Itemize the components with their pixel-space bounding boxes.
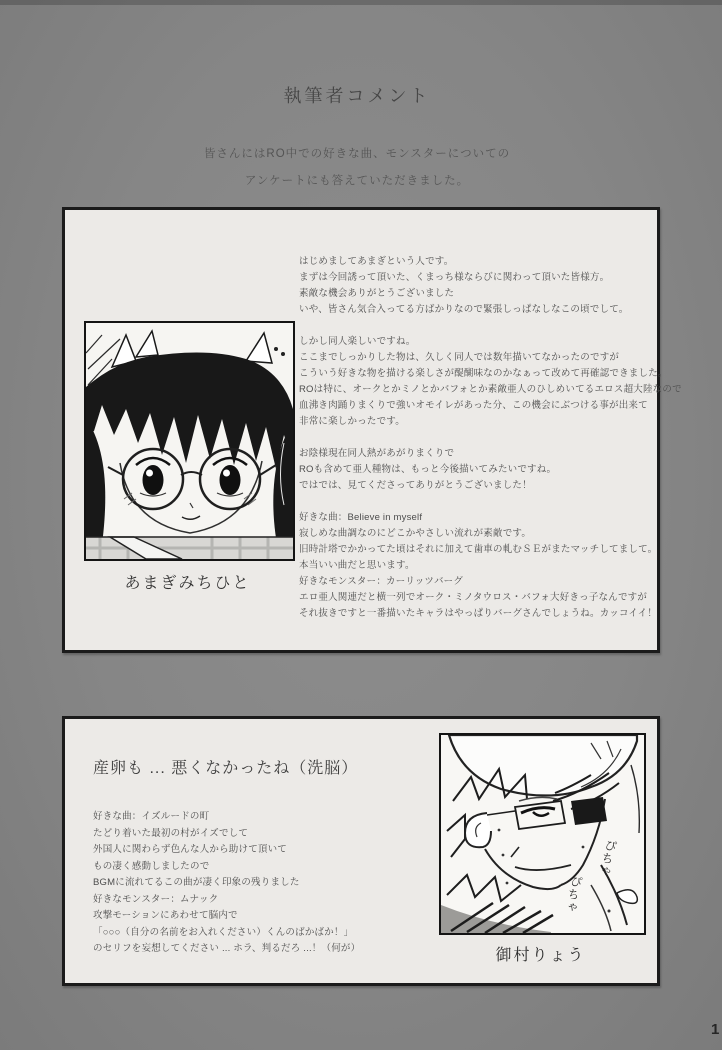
portrait-mimura bbox=[439, 733, 646, 964]
comment-line: もの凄く感動しましたので bbox=[93, 860, 210, 872]
sfx-picha-1: ぴちゃ bbox=[595, 837, 619, 880]
comment-line: 本当いい曲だと思います。 bbox=[299, 560, 415, 571]
comment-line: しかし同人楽しいですね。 bbox=[299, 336, 416, 347]
comment-line bbox=[299, 494, 671, 510]
portrait-amagi-illustration bbox=[86, 323, 293, 559]
portrait-amagi bbox=[84, 321, 295, 592]
comment-line: エロ亜人関連だと横一列でオーク・ミノタウロス・バフォ大好きっ子なんですが bbox=[299, 592, 648, 603]
comment-line: 「○○○（自分の名前をお入れください）くんのばかばか！」 bbox=[93, 926, 354, 938]
comment-line: ROも含めて亜人種物は、もっと今後描いてみたいですね。 bbox=[299, 464, 557, 475]
comment-box-amagi bbox=[62, 207, 682, 653]
comment-text-mimura bbox=[93, 809, 433, 958]
intro-line-1: 皆さんにはRO中での好きな曲、モンスターについての bbox=[203, 148, 511, 160]
comment-line: 外国人に関わらず色んな人から助けて頂いて bbox=[93, 844, 288, 855]
page-title: 執筆者コメント bbox=[283, 86, 431, 106]
comment-line: 好きなモンスター：カーリッツバーグ bbox=[299, 576, 464, 587]
comment-line: ではでは、見てくださってありがとうございました！ bbox=[299, 480, 532, 491]
comment-line: それ抜きですと一番描いたキャラはやっぱりバーグさんでしょうね。カッコイイ！ bbox=[299, 608, 658, 619]
comment-line: のセリフを妄想してください ... ホラ、判るだろ ...！（何が） bbox=[93, 943, 361, 954]
comment-line: ROは特に、オークとかミノとかバフォとか素敵亜人のひしめいてるエロス超大陸なので bbox=[299, 384, 682, 395]
author-name-mimura: 御村りょう bbox=[495, 947, 586, 964]
intro-line-2: アンケートにも答えていただきました。 bbox=[244, 175, 470, 187]
comment-line: 好きな曲：イズルードの町 bbox=[93, 811, 210, 822]
comment-line bbox=[299, 430, 671, 446]
comment-line: 寂しめな曲調なのにどこかやさしい流れが素敵です。 bbox=[299, 528, 532, 539]
comment-line: 攻撃モーションにあわせて脳内で bbox=[93, 910, 238, 921]
comment-line: いや、皆さん気合入ってる方ばかりなので緊張しっぱなしなこの頃でして。 bbox=[299, 304, 629, 315]
comment-line: 素敵な機会ありがとうございました bbox=[299, 288, 455, 299]
comment-line: たどり着いた最初の村がイズでして bbox=[93, 827, 249, 839]
comment-line: 非常に楽しかったです。 bbox=[299, 416, 405, 427]
comment-line: 旧時計塔でかかってた頃はそれに加えて歯車の軋むＳＥがまたマッチしてまして。 bbox=[299, 544, 658, 555]
comment-text-amagi bbox=[299, 254, 682, 622]
comment-line: ここまでしっかりした物は、久しく同人では数年描いてなかったのですが bbox=[299, 352, 620, 363]
comment-line: 血沸き肉踊りまくりで強いオモイレがあった分、この機会にぶつける事が出来て bbox=[299, 400, 648, 411]
comment-line: まずは今回誘って頂いた、くまっち様ならびに関わって頂いた皆様方。 bbox=[299, 272, 610, 283]
intro-text bbox=[0, 141, 714, 195]
comment-line: BGMに流れてるこの曲が凄く印象の残りました bbox=[93, 877, 300, 888]
comment-box-mimura bbox=[62, 716, 660, 986]
comment-line: こういう好きな物を描ける楽しさが醍醐味なのかなぁって改めて再確認できました。 bbox=[299, 368, 668, 379]
sfx-picha-2: ぴちゃ bbox=[562, 873, 584, 916]
comment-line: お陰様現在同人熱があがりまくりで bbox=[299, 448, 455, 459]
page-number: 1 bbox=[711, 1021, 720, 1038]
portrait-mimura-illustration bbox=[441, 735, 644, 933]
comment-heading-mimura: 産卵も ... 悪くなかったね（洗脳） bbox=[93, 760, 359, 777]
comment-line bbox=[299, 318, 671, 334]
author-name-amagi: あまぎみちひと bbox=[124, 575, 251, 592]
comment-line: はじめましてあまぎという人です。 bbox=[299, 256, 454, 267]
comment-line: 好きな曲：Believe in myself bbox=[299, 512, 423, 523]
comment-line: 好きなモンスター：ムナック bbox=[93, 893, 219, 905]
